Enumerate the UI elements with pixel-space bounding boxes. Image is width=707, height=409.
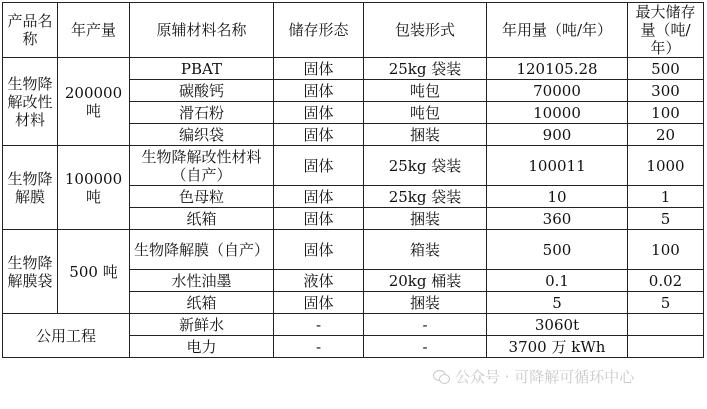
table-row	[3, 314, 704, 336]
annual-usage-cell: 3060t	[487, 314, 628, 336]
package-form-cell: 箱装	[364, 230, 487, 270]
materials-table	[2, 2, 704, 358]
package-form-cell: 25kg 袋装	[364, 186, 487, 208]
max-storage-cell: 1	[628, 186, 704, 208]
material-name-cell: PBAT	[130, 58, 274, 80]
max-storage-cell: 5	[628, 208, 704, 230]
header-annual-output: 年产量	[58, 3, 130, 58]
material-name-cell: 生物降解膜（自产）	[130, 230, 274, 270]
header-storage-form: 储存形态	[274, 3, 364, 58]
header-annual-usage: 年用量（吨/年）	[487, 3, 628, 58]
product-name-cell: 生物降解改性材料	[3, 58, 58, 146]
package-form-cell: 捆装	[364, 124, 487, 146]
package-form-cell: 吨包	[364, 80, 487, 102]
max-storage-cell: 100	[628, 102, 704, 124]
annual-usage-cell: 70000	[487, 80, 628, 102]
storage-form-cell: 固体	[274, 146, 364, 186]
max-storage-cell: 500	[628, 58, 704, 80]
material-name-cell: 新鲜水	[130, 314, 274, 336]
annual-usage-cell: 5	[487, 292, 628, 314]
max-storage-cell: 100	[628, 230, 704, 270]
annual-usage-cell: 900	[487, 124, 628, 146]
header-product-name: 产品名称	[3, 3, 58, 58]
max-storage-cell: 5	[628, 292, 704, 314]
storage-form-cell: -	[274, 336, 364, 358]
storage-form-cell: 固体	[274, 292, 364, 314]
header-row	[3, 3, 704, 58]
annual-usage-cell: 500	[487, 230, 628, 270]
material-name-cell: 纸箱	[130, 208, 274, 230]
max-storage-cell	[628, 314, 704, 336]
material-name-cell: 生物降解改性材料（自产）	[130, 146, 274, 186]
header-max-storage: 最大储存量（吨/年）	[628, 3, 704, 58]
table-row	[3, 230, 704, 270]
storage-form-cell: -	[274, 314, 364, 336]
header-package-form: 包装形式	[364, 3, 487, 58]
max-storage-cell	[628, 336, 704, 358]
package-form-cell: 捆装	[364, 292, 487, 314]
max-storage-cell: 20	[628, 124, 704, 146]
storage-form-cell: 固体	[274, 186, 364, 208]
storage-form-cell: 固体	[274, 58, 364, 80]
annual-usage-cell: 0.1	[487, 270, 628, 292]
material-name-cell: 编织袋	[130, 124, 274, 146]
annual-usage-cell: 3700 万 kWh	[487, 336, 628, 358]
material-name-cell: 水性油墨	[130, 270, 274, 292]
annual-output-cell: 200000吨	[58, 58, 130, 146]
annual-usage-cell: 120105.28	[487, 58, 628, 80]
table-row	[3, 58, 704, 80]
material-name-cell: 纸箱	[130, 292, 274, 314]
annual-output-cell: 100000吨	[58, 146, 130, 230]
storage-form-cell: 固体	[274, 102, 364, 124]
annual-usage-cell: 100011	[487, 146, 628, 186]
wechat-icon	[433, 369, 451, 384]
table-row	[3, 146, 704, 186]
storage-form-cell: 固体	[274, 80, 364, 102]
product-name-cell: 生物降解膜袋	[3, 230, 58, 314]
package-form-cell: 吨包	[364, 102, 487, 124]
package-form-cell: 捆装	[364, 208, 487, 230]
package-form-cell: 20kg 桶装	[364, 270, 487, 292]
annual-usage-cell: 10	[487, 186, 628, 208]
header-material-name: 原辅材料名称	[130, 3, 274, 58]
storage-form-cell: 固体	[274, 208, 364, 230]
utilities-label-cell: 公用工程	[3, 314, 130, 358]
package-form-cell: 25kg 袋装	[364, 146, 487, 186]
package-form-cell: -	[364, 314, 487, 336]
annual-usage-cell: 10000	[487, 102, 628, 124]
watermark-text: 公众号 · 可降解可循环中心	[455, 368, 635, 386]
material-name-cell: 碳酸钙	[130, 80, 274, 102]
storage-form-cell: 液体	[274, 270, 364, 292]
package-form-cell: 25kg 袋装	[364, 58, 487, 80]
package-form-cell: -	[364, 336, 487, 358]
max-storage-cell: 0.02	[628, 270, 704, 292]
watermark	[433, 366, 634, 387]
storage-form-cell: 固体	[274, 124, 364, 146]
max-storage-cell: 1000	[628, 146, 704, 186]
product-name-cell: 生物降解膜	[3, 146, 58, 230]
annual-usage-cell: 360	[487, 208, 628, 230]
material-name-cell: 电力	[130, 336, 274, 358]
cut-off-text-remnant	[100, 401, 340, 409]
storage-form-cell: 固体	[274, 230, 364, 270]
material-name-cell: 色母粒	[130, 186, 274, 208]
material-name-cell: 滑石粉	[130, 102, 274, 124]
annual-output-cell: 500 吨	[58, 230, 130, 314]
max-storage-cell: 300	[628, 80, 704, 102]
